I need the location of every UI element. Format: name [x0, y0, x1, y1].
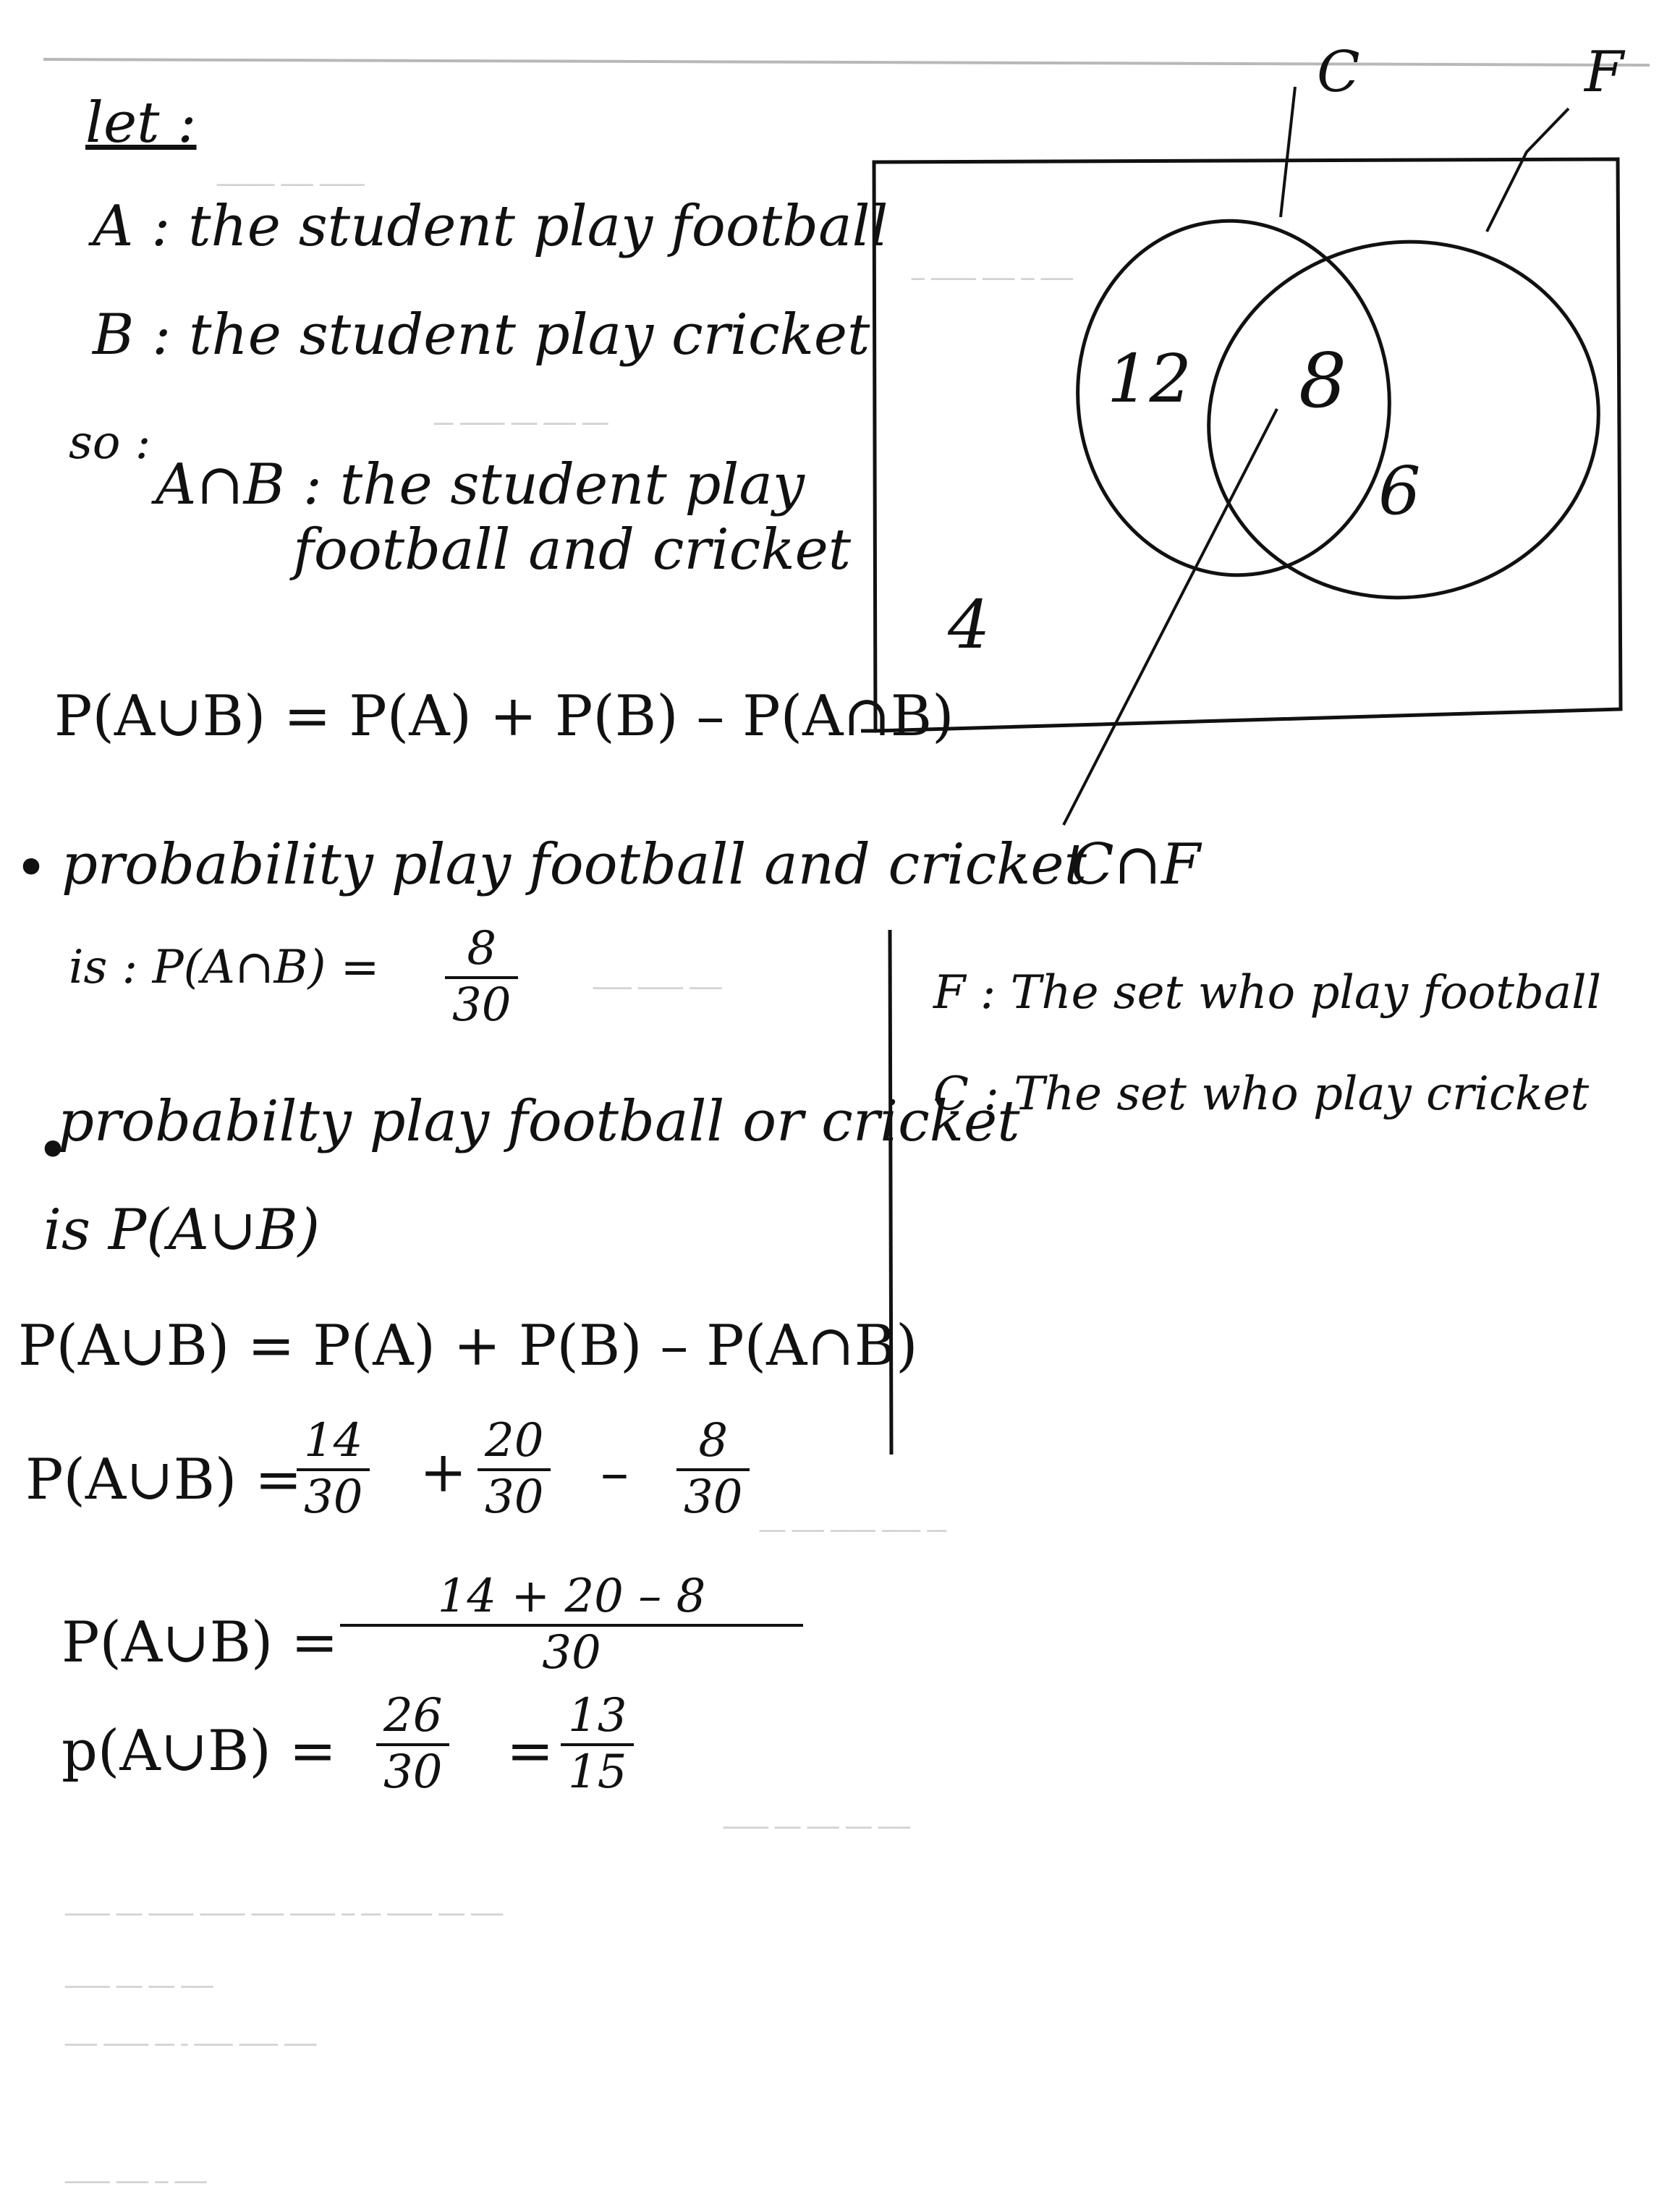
venn-outside-count: 4 — [948, 586, 990, 664]
step2-fraction-c-numerator: 8 — [698, 1414, 729, 1468]
bleed-through-text: ـــــ ــــ ـــــــ ـــ ــ ـــــــ ـــــ ـــــــ ـــــــ ــــ ـــــــ — [65, 1896, 504, 1921]
step3-fraction-denominator: 30 — [542, 1625, 601, 1680]
definition-a-intersect-b-line1: A∩B : the student play — [156, 452, 805, 517]
legend-f: F : The set who play football — [933, 966, 1602, 1020]
definitions-heading: let : — [85, 90, 197, 156]
bleed-through-text: ـــــ ــــ ـــــ ــــ ـــــــ — [724, 1809, 910, 1834]
top-border-line — [43, 59, 1650, 65]
pointer-c — [1281, 87, 1295, 217]
so-label: so : — [69, 416, 151, 470]
bleed-through-text: ـــــــ ـــــ ـــــــــ — [217, 166, 365, 192]
venn-label-f: F — [1584, 40, 1624, 105]
bleed-through-text: ـــــ ــــــ ــــــ ـ ـــ ـــــــ ـــــ — [65, 2026, 317, 2052]
step4-lhs: p(A∪B) = — [61, 1719, 336, 1784]
step2-fraction-b — [478, 1415, 551, 1524]
venn-only-f-count: 6 — [1378, 452, 1421, 530]
step2-fraction-c-denominator: 30 — [684, 1470, 743, 1524]
and-title: probability play football and cricket — [61, 832, 1087, 897]
step3-lhs: P(A∪B) = — [61, 1610, 339, 1675]
and-bullet: • — [14, 836, 48, 901]
bleed-through-text: ـــــ ــ ـــــ ـــــــ — [65, 2164, 207, 2189]
step2-fraction-a-numerator: 14 — [304, 1414, 363, 1468]
or-bullet: • — [36, 1118, 70, 1183]
pointer-f — [1487, 109, 1569, 232]
definition-a: A : the student play football — [93, 194, 888, 259]
step4-fraction-a-denominator: 30 — [383, 1745, 443, 1799]
pointer-intersection — [1064, 409, 1277, 825]
step2-fraction-a — [297, 1415, 370, 1524]
bleed-through-text: ـــ ــــــ ـــــــ ـــــ ــــ — [760, 1512, 946, 1538]
bleed-through-text: ـــــ ــ ـــــ ـــــــ ــ — [912, 261, 1073, 286]
and-fraction-numerator: 8 — [467, 922, 497, 975]
or-title: probabilty play football or cricket — [58, 1089, 1020, 1154]
and-fraction — [445, 923, 518, 1032]
venn-only-c-count: 12 — [1107, 340, 1192, 418]
step4-fraction-b — [561, 1690, 634, 1799]
venn-intersection-label: C∩F — [1071, 832, 1201, 897]
or-line2: is P(A∪B) — [43, 1198, 321, 1263]
circle-f — [1181, 211, 1627, 628]
step2-lhs: P(A∪B) = — [25, 1447, 302, 1512]
step2-fraction-a-denominator: 30 — [304, 1470, 363, 1524]
step3-fraction-numerator: 14 + 20 – 8 — [437, 1570, 706, 1623]
step2-fraction-c — [676, 1415, 750, 1524]
step1-formula: P(A∪B) = P(A) + P(B) – P(A∩B) — [18, 1313, 918, 1379]
step4-fraction-b-denominator: 15 — [568, 1745, 627, 1799]
venn-label-c: C — [1317, 40, 1360, 105]
and-fraction-denominator: 30 — [452, 978, 512, 1032]
union-formula: P(A∪B) = P(A) + P(B) – P(A∩B) — [54, 684, 954, 749]
step2-minus: – — [601, 1440, 629, 1505]
bleed-through-text: ــــ ـــــ ــــ ـــــــ ـــ — [434, 405, 608, 431]
step4-equals: = — [506, 1719, 554, 1784]
definition-b: B : the student play cricket — [93, 302, 870, 368]
step2-plus: + — [420, 1440, 467, 1505]
step4-fraction-a-numerator: 26 — [383, 1689, 443, 1743]
bleed-through-text: ـــــ ـــــــ ــــــ — [593, 970, 722, 995]
and-prefix: is : P(A∩B) = — [69, 941, 380, 994]
step4-fraction-b-numerator: 13 — [568, 1689, 627, 1743]
definition-a-intersect-b-line2: football and cricket — [293, 517, 852, 583]
venn-intersection-count: 8 — [1299, 336, 1347, 425]
step2-fraction-b-denominator: 30 — [485, 1470, 544, 1524]
step2-fraction-b-numerator: 20 — [485, 1414, 544, 1468]
bleed-through-text: ـــــ ــــ ــــ ـــــــ — [65, 1968, 213, 1994]
legend-c: C : The set who play cricket — [933, 1067, 1590, 1121]
step3-fraction — [340, 1570, 803, 1680]
step4-fraction-a — [376, 1690, 449, 1799]
